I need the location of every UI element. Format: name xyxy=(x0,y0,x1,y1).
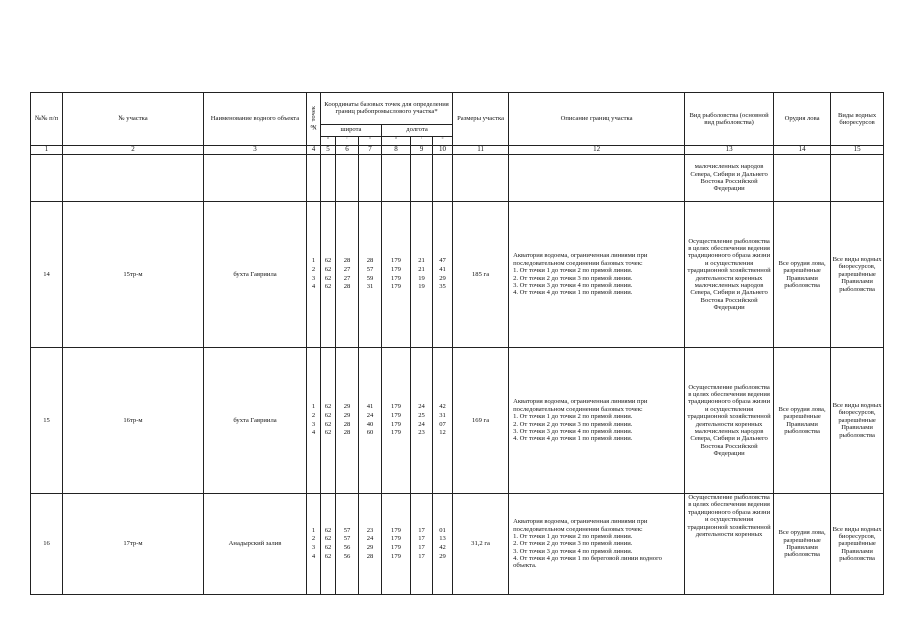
coord-value: 35 xyxy=(439,283,446,291)
coord-value: 56 xyxy=(343,552,351,560)
table-row-continued xyxy=(31,155,884,202)
description-line: 1. От точки 1 до точки 2 по прямой линии. xyxy=(513,413,633,421)
coord-lat_d xyxy=(321,348,336,494)
row-number: 16 xyxy=(31,494,63,595)
coord-value: 17 xyxy=(418,526,425,534)
coord-value: 28 xyxy=(343,420,351,428)
coord-lat_d xyxy=(321,494,336,595)
coord-value: 24 xyxy=(418,403,425,411)
coord-value: 21 xyxy=(418,257,425,265)
header-points: № точек xyxy=(307,93,321,146)
coord-value: 31 xyxy=(366,283,374,291)
coord-value: 179 xyxy=(391,265,401,273)
colnum: 13 xyxy=(685,146,774,155)
coord-value: 07 xyxy=(439,420,446,428)
table-row xyxy=(31,494,884,595)
coord-value: 62 xyxy=(324,429,332,437)
coord-value: 179 xyxy=(391,526,401,534)
coord-lon_d xyxy=(382,202,411,348)
coord-value: 62 xyxy=(324,403,332,411)
water-body: бухта Гавриила xyxy=(204,202,307,348)
coord-value: 179 xyxy=(391,411,401,419)
coord-value: 1 xyxy=(311,526,316,534)
table-row xyxy=(31,202,884,348)
coord-value: 12 xyxy=(439,429,446,437)
description-line: 4. От точки 4 до точки 1 по прямой линии. xyxy=(513,435,633,443)
coord-value: 62 xyxy=(324,526,332,534)
coord-value: 62 xyxy=(324,265,332,273)
water-body: бухта Гавриила xyxy=(204,348,307,494)
coord-value: 62 xyxy=(324,535,332,543)
site-id: 16тр-м xyxy=(63,348,204,494)
unit-min: ' xyxy=(411,136,433,145)
description-line: 1. От точки 1 до точки 2 по прямой линии. xyxy=(513,532,633,540)
coord-lat_s xyxy=(359,202,382,348)
coord-value: 27 xyxy=(343,274,351,282)
site-size: 31,2 га xyxy=(453,494,509,595)
boundary-description xyxy=(509,494,685,595)
row-number: 14 xyxy=(31,202,63,348)
coord-value: 28 xyxy=(343,257,351,265)
coord-lon_m xyxy=(411,494,433,595)
coord-lon_s xyxy=(433,494,453,595)
colnum: 3 xyxy=(204,146,307,155)
colnum: 7 xyxy=(359,146,382,155)
coord-value: 62 xyxy=(324,544,332,551)
description-line: 3. От точки 3 до точки 4 по прямой линии. xyxy=(513,547,633,555)
coord-lat_m xyxy=(336,202,359,348)
coord-value: 3 xyxy=(311,420,316,428)
coord-value: 29 xyxy=(343,403,351,411)
coord-value: 1 xyxy=(311,257,316,265)
header-water: Наименование водного объекта xyxy=(204,93,307,146)
unit-deg: ° xyxy=(321,136,336,145)
colnum: 10 xyxy=(433,146,453,155)
coord-value: 23 xyxy=(418,429,425,437)
coord-value: 42 xyxy=(439,544,446,551)
coord-value: 17 xyxy=(418,552,425,560)
header-kind: Вид рыболовства (основной вид рыболовства) xyxy=(685,93,774,146)
coord-lon_s xyxy=(433,202,453,348)
coord-value: 179 xyxy=(391,535,401,543)
coord-value: 56 xyxy=(343,544,351,551)
coord-value: 57 xyxy=(343,535,351,543)
coord-value: 4 xyxy=(311,283,316,291)
coord-lon_m xyxy=(411,348,433,494)
coord-lat_d xyxy=(321,202,336,348)
header-desc: Описание границ участка xyxy=(509,93,685,146)
coord-value: 28 xyxy=(343,429,351,437)
fishing-gear: Все орудия лова, разрешённые Правилами рыболовства xyxy=(774,348,831,494)
coord-points xyxy=(307,202,321,348)
coord-lat_m xyxy=(336,494,359,595)
kind-cell: малочисленных народов Севера, Сибири и Дальнего Востока Российской Федерации xyxy=(685,155,774,202)
coord-value: 62 xyxy=(324,552,332,560)
description-line: 3. От точки 3 до точки 4 по прямой линии. xyxy=(513,281,633,289)
description-line: Акватория водоема, ограниченная линиями при последовательном соединении базовых точек: xyxy=(513,518,648,533)
fishing-kind: Осуществление рыболовства в целях обеспечения ведения традиционного образа жизни и осуществления традиционной хозяйственной деятельности коренных малочисленных народов Севера, Сибири и Дальнего Востока Российской Федерации xyxy=(685,348,774,494)
coord-value: 179 xyxy=(391,257,401,265)
colnum: 15 xyxy=(831,146,884,155)
coord-value: 57 xyxy=(366,265,374,273)
colnum: 8 xyxy=(382,146,411,155)
coord-lon_d xyxy=(382,348,411,494)
colnum: 1 xyxy=(31,146,63,155)
fishing-gear: Все орудия лова, разрешённые Правилами рыболовства xyxy=(774,494,831,595)
unit-min: ' xyxy=(336,136,359,145)
coord-value: 179 xyxy=(391,283,401,291)
coord-value: 2 xyxy=(311,265,316,273)
column-numbers-row xyxy=(31,146,884,155)
table-header-row xyxy=(31,93,884,125)
header-size: Размеры участка xyxy=(453,93,509,146)
coord-value: 29 xyxy=(439,552,446,560)
coord-value: 62 xyxy=(324,283,332,291)
colnum: 2 xyxy=(63,146,204,155)
coord-value: 2 xyxy=(311,411,316,419)
coord-value: 4 xyxy=(311,429,316,437)
coord-lon_s xyxy=(433,348,453,494)
coord-points xyxy=(307,494,321,595)
coord-value: 1 xyxy=(311,403,316,411)
coord-value: 60 xyxy=(366,429,374,437)
unit-sec: " xyxy=(359,136,382,145)
coord-value: 21 xyxy=(418,265,425,273)
coord-value: 57 xyxy=(343,526,351,534)
description-line: 2. От точки 2 до точки 3 по прямой линии. xyxy=(513,274,633,282)
description-line: 3. От точки 3 до точки 4 по прямой линии. xyxy=(513,427,633,435)
header-num: №№ п/п xyxy=(31,93,63,146)
site-id: 15тр-м xyxy=(63,202,204,348)
coord-value: 62 xyxy=(324,274,332,282)
description-line: Акватория водоема, ограниченная линиями при последовательном соединении базовых точек: xyxy=(513,398,648,413)
fishing-sites-table xyxy=(30,92,884,595)
coord-value: 40 xyxy=(366,420,374,428)
species: Все виды водных биоресурсов, разрешённые Правилами рыболовства xyxy=(831,202,884,348)
coord-value: 27 xyxy=(343,265,351,273)
coord-lat_m xyxy=(336,348,359,494)
header-coords: Координаты базовых точек для определения границ рыбопромыслового участка* xyxy=(321,93,453,125)
description-line: 4. От точки 4 до точки 1 по береговой линии водного объекта. xyxy=(513,555,662,570)
coord-value: 28 xyxy=(366,257,374,265)
coord-value: 179 xyxy=(391,552,401,560)
unit-sec: " xyxy=(433,136,453,145)
species: Все виды водных биоресурсов, разрешённые Правилами рыболовства xyxy=(831,494,884,595)
site-id: 17тр-м xyxy=(63,494,204,595)
description-line: 2. От точки 2 до точки 3 по прямой линии. xyxy=(513,420,633,428)
header-gear: Орудия лова xyxy=(774,93,831,146)
coord-value: 3 xyxy=(311,274,316,282)
coord-value: 41 xyxy=(366,403,374,411)
coord-value: 28 xyxy=(366,552,374,560)
coord-value: 28 xyxy=(343,283,351,291)
coord-value: 179 xyxy=(391,429,401,437)
unit-deg: ° xyxy=(382,136,411,145)
coord-value: 29 xyxy=(343,411,351,419)
colnum: 5 xyxy=(321,146,336,155)
coord-value: 24 xyxy=(366,411,374,419)
description-line: Акватория водоема, ограниченная линиями при последовательном соединении базовых точек: xyxy=(513,252,648,267)
coord-value: 42 xyxy=(439,403,446,411)
colnum: 14 xyxy=(774,146,831,155)
coord-value: 13 xyxy=(439,535,446,543)
coord-value: 179 xyxy=(391,274,401,282)
coord-lon_d xyxy=(382,494,411,595)
coord-value: 47 xyxy=(439,257,446,265)
coord-value: 41 xyxy=(439,265,446,273)
coord-value: 23 xyxy=(366,526,374,534)
description-line: 2. От точки 2 до точки 3 по прямой линии. xyxy=(513,540,633,548)
coord-value: 24 xyxy=(366,535,374,543)
site-size: 169 га xyxy=(453,348,509,494)
header-site: № участка xyxy=(63,93,204,146)
colnum: 11 xyxy=(453,146,509,155)
header-lon: долгота xyxy=(382,124,453,136)
coord-lon_m xyxy=(411,202,433,348)
species: Все виды водных биоресурсов, разрешённые Правилами рыболовства xyxy=(831,348,884,494)
coord-value: 3 xyxy=(311,544,316,551)
coord-value: 179 xyxy=(391,403,401,411)
coord-value: 17 xyxy=(418,544,425,551)
coord-value: 179 xyxy=(391,420,401,428)
coord-value: 2 xyxy=(311,535,316,543)
colnum: 4 xyxy=(307,146,321,155)
coord-value: 59 xyxy=(366,274,374,282)
coord-value: 19 xyxy=(418,274,425,282)
colnum: 12 xyxy=(509,146,685,155)
coord-value: 19 xyxy=(418,283,425,291)
row-number: 15 xyxy=(31,348,63,494)
description-line: 1. От точки 1 до точки 2 по прямой линии. xyxy=(513,267,633,275)
coord-value: 62 xyxy=(324,257,332,265)
coord-value: 29 xyxy=(439,274,446,282)
coord-value: 01 xyxy=(439,526,446,534)
coord-value: 179 xyxy=(391,544,401,551)
coord-value: 24 xyxy=(418,420,425,428)
boundary-description xyxy=(509,202,685,348)
coord-points xyxy=(307,348,321,494)
coord-value: 62 xyxy=(324,420,332,428)
water-body: Анадырский залив xyxy=(204,494,307,595)
table-row xyxy=(31,348,884,494)
coord-value: 31 xyxy=(439,411,446,419)
coord-lat_s xyxy=(359,494,382,595)
fishing-gear: Все орудия лова, разрешённые Правилами рыболовства xyxy=(774,202,831,348)
header-lat: широта xyxy=(321,124,382,136)
coord-value: 62 xyxy=(324,411,332,419)
coord-value: 25 xyxy=(418,411,425,419)
coord-value: 29 xyxy=(366,544,374,551)
colnum: 9 xyxy=(411,146,433,155)
coord-value: 17 xyxy=(418,535,425,543)
coord-value: 4 xyxy=(311,552,316,560)
colnum: 6 xyxy=(336,146,359,155)
fishing-kind: Осуществление рыболовства в целях обеспечения ведения традиционного образа жизни и осуществления традиционной хозяйственной деятельности коренных xyxy=(685,494,774,595)
site-size: 185 га xyxy=(453,202,509,348)
fishing-kind: Осуществление рыболовства в целях обеспечения ведения традиционного образа жизни и осуществления традиционной хозяйственной деятельности коренных малочисленных народов Севера, Сибири и Дальнего Востока Российской Федерации xyxy=(685,202,774,348)
boundary-description xyxy=(509,348,685,494)
coord-lat_s xyxy=(359,348,382,494)
header-species: Виды водных биоресурсов xyxy=(831,93,884,146)
description-line: 4. От точки 4 до точки 1 по прямой линии. xyxy=(513,289,633,297)
